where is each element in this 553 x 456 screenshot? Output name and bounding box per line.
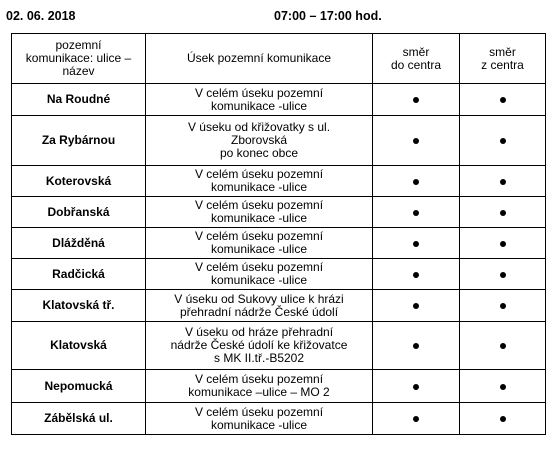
bullet-mark-icon	[413, 138, 419, 144]
table-row	[12, 228, 546, 259]
direction-from-center-cell	[460, 197, 546, 228]
table-row	[12, 322, 546, 370]
column-header-section: Úsek pozemní komunikace	[146, 34, 373, 84]
direction-to-center-cell	[373, 166, 460, 197]
bullet-mark-icon	[500, 343, 506, 349]
bullet-mark-icon	[413, 241, 419, 247]
street-name-cell: Na Roudné	[12, 84, 146, 116]
direction-to-center-cell	[373, 228, 460, 259]
bullet-mark-icon	[500, 179, 506, 185]
direction-to-center-cell	[373, 259, 460, 290]
bullet-mark-icon	[500, 210, 506, 216]
bullet-mark-icon	[413, 272, 419, 278]
table-row	[12, 403, 546, 435]
direction-from-center-cell	[460, 259, 546, 290]
direction-to-center-cell	[373, 322, 460, 370]
table-row	[12, 116, 546, 166]
bullet-mark-icon	[413, 179, 419, 185]
bullet-mark-icon	[413, 210, 419, 216]
direction-to-center-cell	[373, 116, 460, 166]
section-description-cell: V celém úseku pozemní komunikace -ulice	[146, 403, 373, 435]
table-row	[12, 290, 546, 322]
direction-from-center-cell	[460, 290, 546, 322]
section-description-cell: V úseku od křižovatky s ul. Zborovská po konec obce	[146, 116, 373, 166]
direction-from-center-cell	[460, 322, 546, 370]
section-description-cell: V celém úseku pozemní komunikace -ulice	[146, 197, 373, 228]
bullet-mark-icon	[500, 138, 506, 144]
bullet-mark-icon	[500, 303, 506, 309]
street-name-cell: Koterovská	[12, 166, 146, 197]
street-name-cell: Dlážděná	[12, 228, 146, 259]
direction-from-center-cell	[460, 116, 546, 166]
section-description-cell: V úseku od Sukovy ulice k hrázi přehradní nádrže České údolí	[146, 290, 373, 322]
bullet-mark-icon	[413, 303, 419, 309]
table-row	[12, 166, 546, 197]
table-row	[12, 370, 546, 403]
street-name-cell: Zábělská ul.	[12, 403, 146, 435]
column-header-from-center: směr z centra	[460, 34, 546, 84]
street-name-cell: Klatovská	[12, 322, 146, 370]
time-range-text: 07:00 – 17:00 hod.	[274, 9, 382, 23]
bullet-mark-icon	[413, 416, 419, 422]
street-name-cell: Klatovská tř.	[12, 290, 146, 322]
section-description-cell: V celém úseku pozemní komunikace -ulice	[146, 166, 373, 197]
column-header-street: pozemní komunikace: ulice – název	[12, 34, 146, 84]
direction-to-center-cell	[373, 290, 460, 322]
bullet-mark-icon	[500, 97, 506, 103]
street-name-cell: Za Rybárnou	[12, 116, 146, 166]
direction-to-center-cell	[373, 403, 460, 435]
direction-to-center-cell	[373, 370, 460, 403]
street-name-cell: Nepomucká	[12, 370, 146, 403]
road-closure-table	[11, 33, 546, 435]
bullet-mark-icon	[500, 384, 506, 390]
direction-from-center-cell	[460, 84, 546, 116]
section-description-cell: V celém úseku pozemní komunikace -ulice	[146, 259, 373, 290]
date-text: 02. 06. 2018	[6, 9, 76, 23]
bullet-mark-icon	[413, 97, 419, 103]
direction-from-center-cell	[460, 228, 546, 259]
bullet-mark-icon	[500, 272, 506, 278]
section-description-cell: V celém úseku pozemní komunikace -ulice	[146, 228, 373, 259]
direction-to-center-cell	[373, 84, 460, 116]
column-header-to-center: směr do centra	[373, 34, 460, 84]
bullet-mark-icon	[500, 241, 506, 247]
bullet-mark-icon	[413, 384, 419, 390]
section-description-cell: V celém úseku pozemní komunikace -ulice	[146, 84, 373, 116]
table-row	[12, 259, 546, 290]
header-line	[6, 9, 546, 25]
street-name-cell: Dobřanská	[12, 197, 146, 228]
bullet-mark-icon	[413, 343, 419, 349]
street-name-cell: Radčická	[12, 259, 146, 290]
table-row	[12, 84, 546, 116]
table-row	[12, 197, 546, 228]
direction-to-center-cell	[373, 197, 460, 228]
bullet-mark-icon	[500, 416, 506, 422]
section-description-cell: V úseku od hráze přehradní nádrže České údolí ke křižovatce s MK II.tř.-B5202	[146, 322, 373, 370]
direction-from-center-cell	[460, 403, 546, 435]
direction-from-center-cell	[460, 370, 546, 403]
direction-from-center-cell	[460, 166, 546, 197]
header-row	[12, 34, 546, 84]
section-description-cell: V celém úseku pozemní komunikace –ulice – MO 2	[146, 370, 373, 403]
